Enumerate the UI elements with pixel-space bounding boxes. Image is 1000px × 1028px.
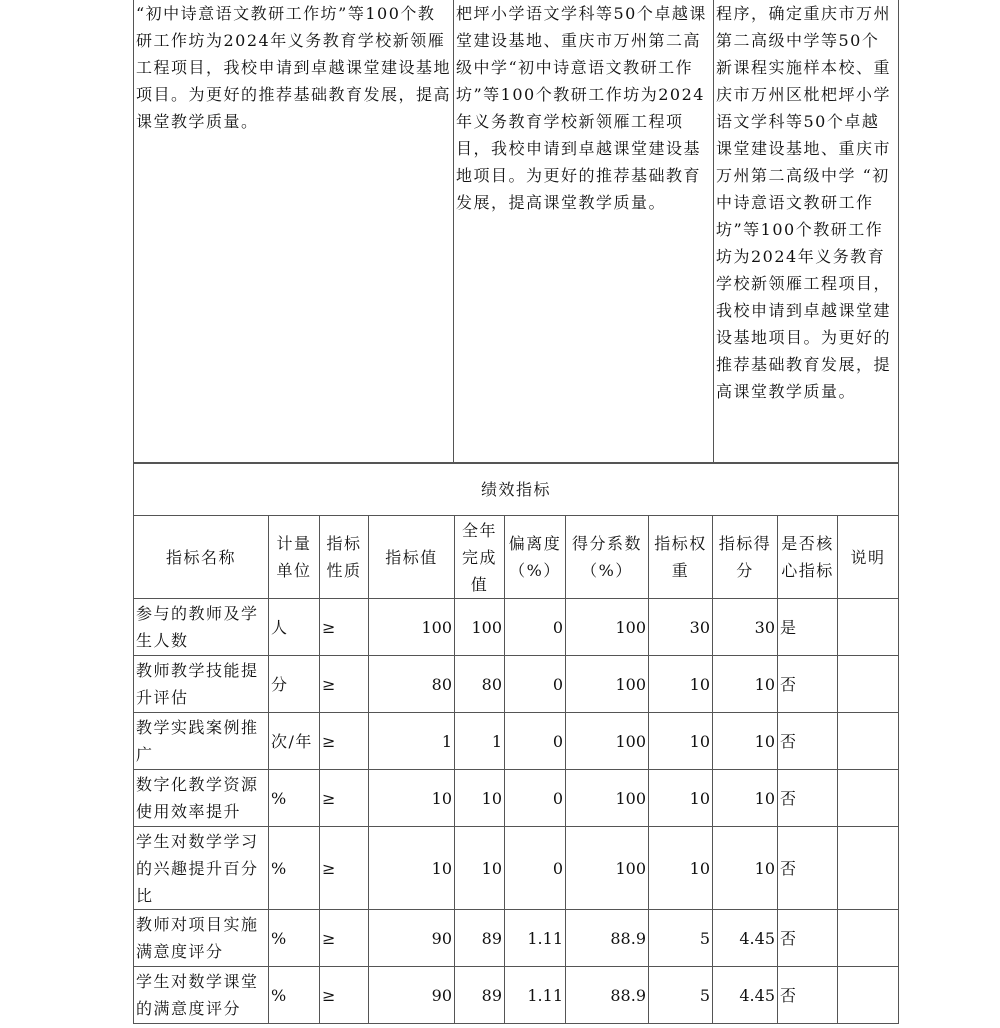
table-cell: % bbox=[269, 910, 320, 967]
performance-indicator-table bbox=[133, 462, 899, 1024]
column-header: 指标性质 bbox=[320, 516, 369, 599]
table-cell: 100 bbox=[566, 713, 649, 770]
table-cell: 100 bbox=[566, 827, 649, 910]
table-cell bbox=[838, 770, 899, 827]
table-cell: 10 bbox=[649, 827, 713, 910]
table-cell: 否 bbox=[778, 967, 838, 1024]
table-row bbox=[134, 967, 899, 1024]
table-cell: 30 bbox=[649, 599, 713, 656]
table-cell: 否 bbox=[778, 770, 838, 827]
table-cell: 10 bbox=[713, 713, 778, 770]
table-cell: 4.45 bbox=[713, 910, 778, 967]
table-cell: 否 bbox=[778, 713, 838, 770]
table-cell: 5 bbox=[649, 910, 713, 967]
table-cell: 10 bbox=[369, 827, 455, 910]
table-cell: 0 bbox=[505, 827, 566, 910]
header-row bbox=[134, 516, 899, 599]
table-cell: 0 bbox=[505, 599, 566, 656]
table-cell: 80 bbox=[455, 656, 505, 713]
table-cell: ≥ bbox=[320, 967, 369, 1024]
table-cell: 1 bbox=[369, 713, 455, 770]
table-cell: 否 bbox=[778, 910, 838, 967]
table-cell: 10 bbox=[713, 827, 778, 910]
table-cell: 否 bbox=[778, 827, 838, 910]
table-cell: % bbox=[269, 770, 320, 827]
table-cell: ≥ bbox=[320, 713, 369, 770]
table-cell: 学生对数学课堂的满意度评分 bbox=[134, 967, 269, 1024]
table-cell: 100 bbox=[369, 599, 455, 656]
table-cell: 30 bbox=[713, 599, 778, 656]
project-description-table bbox=[133, 0, 899, 464]
table-row bbox=[134, 599, 899, 656]
description-cell-3: 程序，确定重庆市万州第二高级中学等50个新课程实施样本校、重庆市万州区枇杷坪小学语文学科等50个卓越课堂建设基地、重庆市万州第二高级中学 “初中诗意语文教研工作坊”等100个教研工作坊为2024年义务教育学校新领雁工程项目，我校申请到卓越课堂建设基地项目。为更好的推荐基础教育发展，提高课堂教学质量。 bbox=[714, 0, 899, 464]
table-cell: 10 bbox=[713, 770, 778, 827]
table-cell: 10 bbox=[649, 713, 713, 770]
table-cell: 10 bbox=[649, 656, 713, 713]
column-header: 得分系数（%） bbox=[566, 516, 649, 599]
column-header: 指标得分 bbox=[713, 516, 778, 599]
table-row bbox=[134, 656, 899, 713]
table-cell: ≥ bbox=[320, 656, 369, 713]
table-cell: 90 bbox=[369, 967, 455, 1024]
table-cell: 次/年 bbox=[269, 713, 320, 770]
table-row bbox=[134, 713, 899, 770]
table-cell: 学生对数学学习的兴趣提升百分比 bbox=[134, 827, 269, 910]
table-cell: 0 bbox=[505, 713, 566, 770]
table-row bbox=[134, 910, 899, 967]
column-header: 指标名称 bbox=[134, 516, 269, 599]
table-cell: ≥ bbox=[320, 770, 369, 827]
table-cell: 0 bbox=[505, 770, 566, 827]
table-cell: 0 bbox=[505, 656, 566, 713]
table-cell: 教师教学技能提升评估 bbox=[134, 656, 269, 713]
table-cell: 教师对项目实施满意度评分 bbox=[134, 910, 269, 967]
table-cell: 5 bbox=[649, 967, 713, 1024]
table-cell: 1 bbox=[455, 713, 505, 770]
table-cell: % bbox=[269, 967, 320, 1024]
table-cell: 教学实践案例推广 bbox=[134, 713, 269, 770]
column-header: 计量单位 bbox=[269, 516, 320, 599]
table-cell: 100 bbox=[566, 770, 649, 827]
table-cell: 10 bbox=[649, 770, 713, 827]
table-cell: 4.45 bbox=[713, 967, 778, 1024]
table-cell: ≥ bbox=[320, 827, 369, 910]
table-cell bbox=[838, 656, 899, 713]
table-cell: 10 bbox=[713, 656, 778, 713]
column-header: 全年完成值 bbox=[455, 516, 505, 599]
table-cell: 10 bbox=[455, 770, 505, 827]
description-cell-1: “初中诗意语文教研工作坊”等100个教研工作坊为2024年义务教育学校新领雁工程项目，我校申请到卓越课堂建设基地项目。为更好的推荐基础教育发展，提高课堂教学质量。 bbox=[134, 0, 454, 464]
table-cell: 否 bbox=[778, 656, 838, 713]
table-cell: 分 bbox=[269, 656, 320, 713]
table-cell: 89 bbox=[455, 910, 505, 967]
table-cell: 1.11 bbox=[505, 910, 566, 967]
table-cell: 1.11 bbox=[505, 967, 566, 1024]
table-cell: 人 bbox=[269, 599, 320, 656]
table-cell bbox=[838, 599, 899, 656]
description-cell-2: 杷坪小学语文学科等50个卓越课堂建设基地、重庆市万州第二高级中学“初中诗意语文教研工作坊”等100个教研工作坊为2024年义务教育学校新领雁工程项目，我校申请到卓越课堂建设基地项目。为更好的推荐基础教育发展，提高课堂教学质量。 bbox=[454, 0, 714, 464]
table-cell: 88.9 bbox=[566, 967, 649, 1024]
column-header: 指标权重 bbox=[649, 516, 713, 599]
table-cell: 100 bbox=[566, 599, 649, 656]
table-cell bbox=[838, 827, 899, 910]
table-cell bbox=[838, 910, 899, 967]
column-header: 偏离度（%） bbox=[505, 516, 566, 599]
table-cell: 10 bbox=[369, 770, 455, 827]
section-title: 绩效指标 bbox=[134, 463, 899, 516]
table-row bbox=[134, 770, 899, 827]
table-cell bbox=[838, 967, 899, 1024]
table-cell: % bbox=[269, 827, 320, 910]
table-cell: 90 bbox=[369, 910, 455, 967]
table-cell: 88.9 bbox=[566, 910, 649, 967]
table-cell: 参与的教师及学生人数 bbox=[134, 599, 269, 656]
table-cell bbox=[838, 713, 899, 770]
table-cell: 89 bbox=[455, 967, 505, 1024]
table-cell: 100 bbox=[566, 656, 649, 713]
table-cell: ≥ bbox=[320, 910, 369, 967]
table-cell: ≥ bbox=[320, 599, 369, 656]
column-header: 说明 bbox=[838, 516, 899, 599]
table-row bbox=[134, 827, 899, 910]
table-cell: 是 bbox=[778, 599, 838, 656]
table-cell: 10 bbox=[455, 827, 505, 910]
column-header: 是否核心指标 bbox=[778, 516, 838, 599]
table-cell: 100 bbox=[455, 599, 505, 656]
column-header: 指标值 bbox=[369, 516, 455, 599]
table-cell: 数字化教学资源使用效率提升 bbox=[134, 770, 269, 827]
table-cell: 80 bbox=[369, 656, 455, 713]
